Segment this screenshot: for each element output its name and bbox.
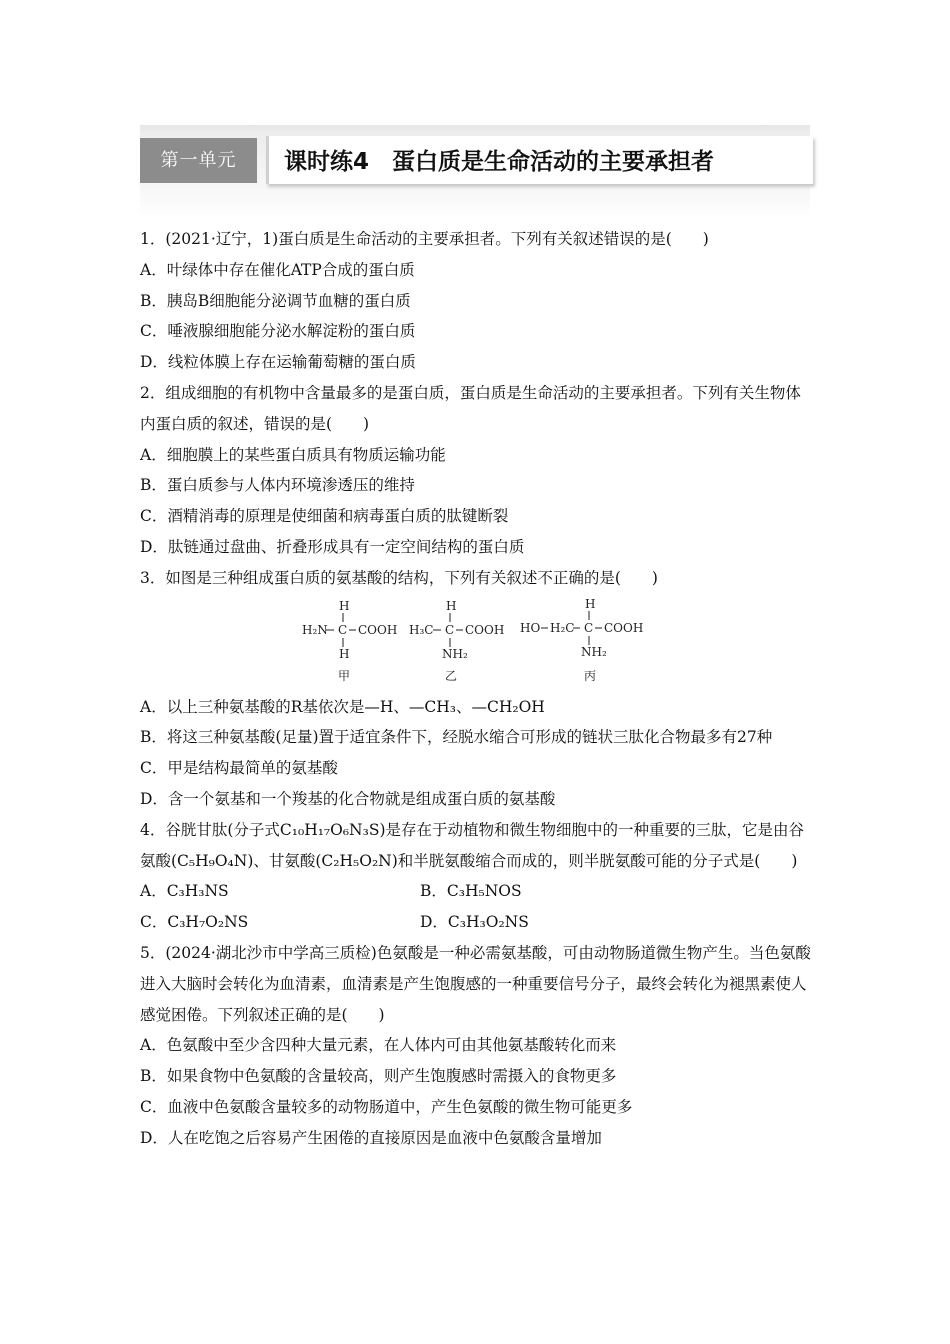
atom-carbon: C (584, 620, 594, 635)
question-3 (140, 563, 812, 815)
option-b: B．如果食物中色氨酸的含量较高，则产生饱腹感时需摄入的食物更多 (140, 1067, 617, 1086)
question-stem: 4．谷胱甘肽(分子式C₁₀H₁₇O₆N₃S)是存在于动植物和微生物细胞中的一种重要的三肽，它是由谷氨酸(C₅H₉O₄N)、甘氨酸(C₂H₅O₂N)和半胱氨酸缩合而成的，则半胱氨酸可能的分子式是( ) (140, 820, 805, 870)
atom-bottom: H (339, 646, 350, 661)
option-d: D．人在吃饱之后容易产生困倦的直接原因是血液中色氨酸含量增加 (140, 1128, 602, 1147)
atom-top: H (446, 598, 457, 613)
option-c: C．血液中色氨酸含量较多的动物肠道中，产生色氨酸的微生物可能更多 (140, 1097, 633, 1116)
question-stem: 3．如图是三种组成蛋白质的氨基酸的结构，下列有关叙述不正确的是( ) (140, 568, 658, 587)
atom-right: COOH (358, 622, 398, 637)
option-d: D．肽链通过盘曲、折叠形成具有一定空间结构的蛋白质 (140, 537, 525, 556)
label-jia: 甲 (338, 668, 351, 683)
option-d: D．线粒体膜上存在运输葡萄糖的蛋白质 (140, 353, 416, 372)
option-a: A．色氨酸中至少含四种大量元素，在人体内可由其他氨基酸转化而来 (140, 1036, 617, 1055)
amino-acid-figure (140, 594, 812, 692)
amino-acid-structures (296, 594, 656, 692)
atom-bottom: NH₂ (581, 644, 607, 659)
option-b: B．将这三种氨基酸(足量)置于适宜条件下，经脱水缩合可形成的链状三肽化合物最多有27种 (140, 728, 773, 747)
unit-tab: 第一单元 (140, 138, 257, 183)
question-1 (140, 224, 812, 378)
option-c: C．甲是结构最简单的氨基酸 (140, 759, 338, 778)
atom-right: COOH (465, 622, 505, 637)
options-row-1 (140, 876, 812, 907)
atom-left: H₃C (409, 622, 434, 637)
question-5 (140, 938, 812, 1154)
option-a: A．细胞膜上的某些蛋白质具有物质运输功能 (140, 445, 446, 464)
option-a: A．叶绿体中存在催化ATP合成的蛋白质 (140, 260, 415, 279)
structure-bing (520, 597, 643, 683)
label-bing: 丙 (584, 668, 597, 683)
options-row-2 (140, 907, 812, 938)
option-b: B．C₃H₅NOS (420, 882, 522, 901)
option-d: D．C₃H₃O₂NS (420, 913, 529, 932)
option-b: B．胰岛B细胞能分泌调节血糖的蛋白质 (140, 291, 411, 310)
question-stem: 2．组成细胞的有机物中含量最多的是蛋白质，蛋白质是生命活动的主要承担者。下列有关生物体内蛋白质的叙述，错误的是( ) (140, 383, 801, 433)
option-a: A．C₃H₃NS (140, 882, 229, 901)
option-d: D．含一个氨基和一个羧基的化合物就是组成蛋白质的氨基酸 (140, 789, 556, 808)
question-list (140, 224, 812, 1154)
atom-right: COOH (604, 620, 644, 635)
atom-bottom: NH₂ (442, 646, 468, 661)
atom-top: H (339, 598, 350, 613)
atom-left: H₂N (302, 622, 328, 637)
atom-top: H (585, 596, 596, 611)
question-stem: 5．(2024·湖北沙市中学高三质检)色氨酸是一种必需氨基酸，可由动物肠道微生物产生。当色氨酸进入大脑时会转化为血清素，血清素是产生饱腹感的一种重要信号分子，最终会转化为褪黑素使人感觉困倦。下列叙述正确的是( ) (140, 943, 811, 1024)
question-2 (140, 378, 812, 563)
atom-carbon: C (445, 622, 455, 637)
question-4 (140, 815, 812, 938)
option-c: C．唾液腺细胞能分泌水解淀粉的蛋白质 (140, 322, 416, 341)
label-yi: 乙 (445, 668, 458, 683)
option-c: C．C₃H₇O₂NS (140, 913, 249, 932)
option-c: C．酒精消毒的原理是使细菌和病毒蛋白质的肽键断裂 (140, 507, 509, 526)
page-title: 课时练4 蛋白质是生命活动的主要承担者 (284, 149, 715, 175)
option-b: B．蛋白质参与人体内环境渗透压的维持 (140, 476, 415, 495)
structure-yi (409, 599, 504, 683)
option-a: A．以上三种氨基酸的R基依次是—H、—CH₃、—CH₂OH (140, 697, 545, 716)
atom-carbon: C (338, 622, 348, 637)
atom-middle: H₂C (550, 620, 575, 635)
atom-left: HO (520, 620, 541, 635)
question-stem: 1．(2021·辽宁，1)蛋白质是生命活动的主要承担者。下列有关叙述错误的是( ) (140, 230, 709, 248)
structure-jia (302, 599, 397, 683)
